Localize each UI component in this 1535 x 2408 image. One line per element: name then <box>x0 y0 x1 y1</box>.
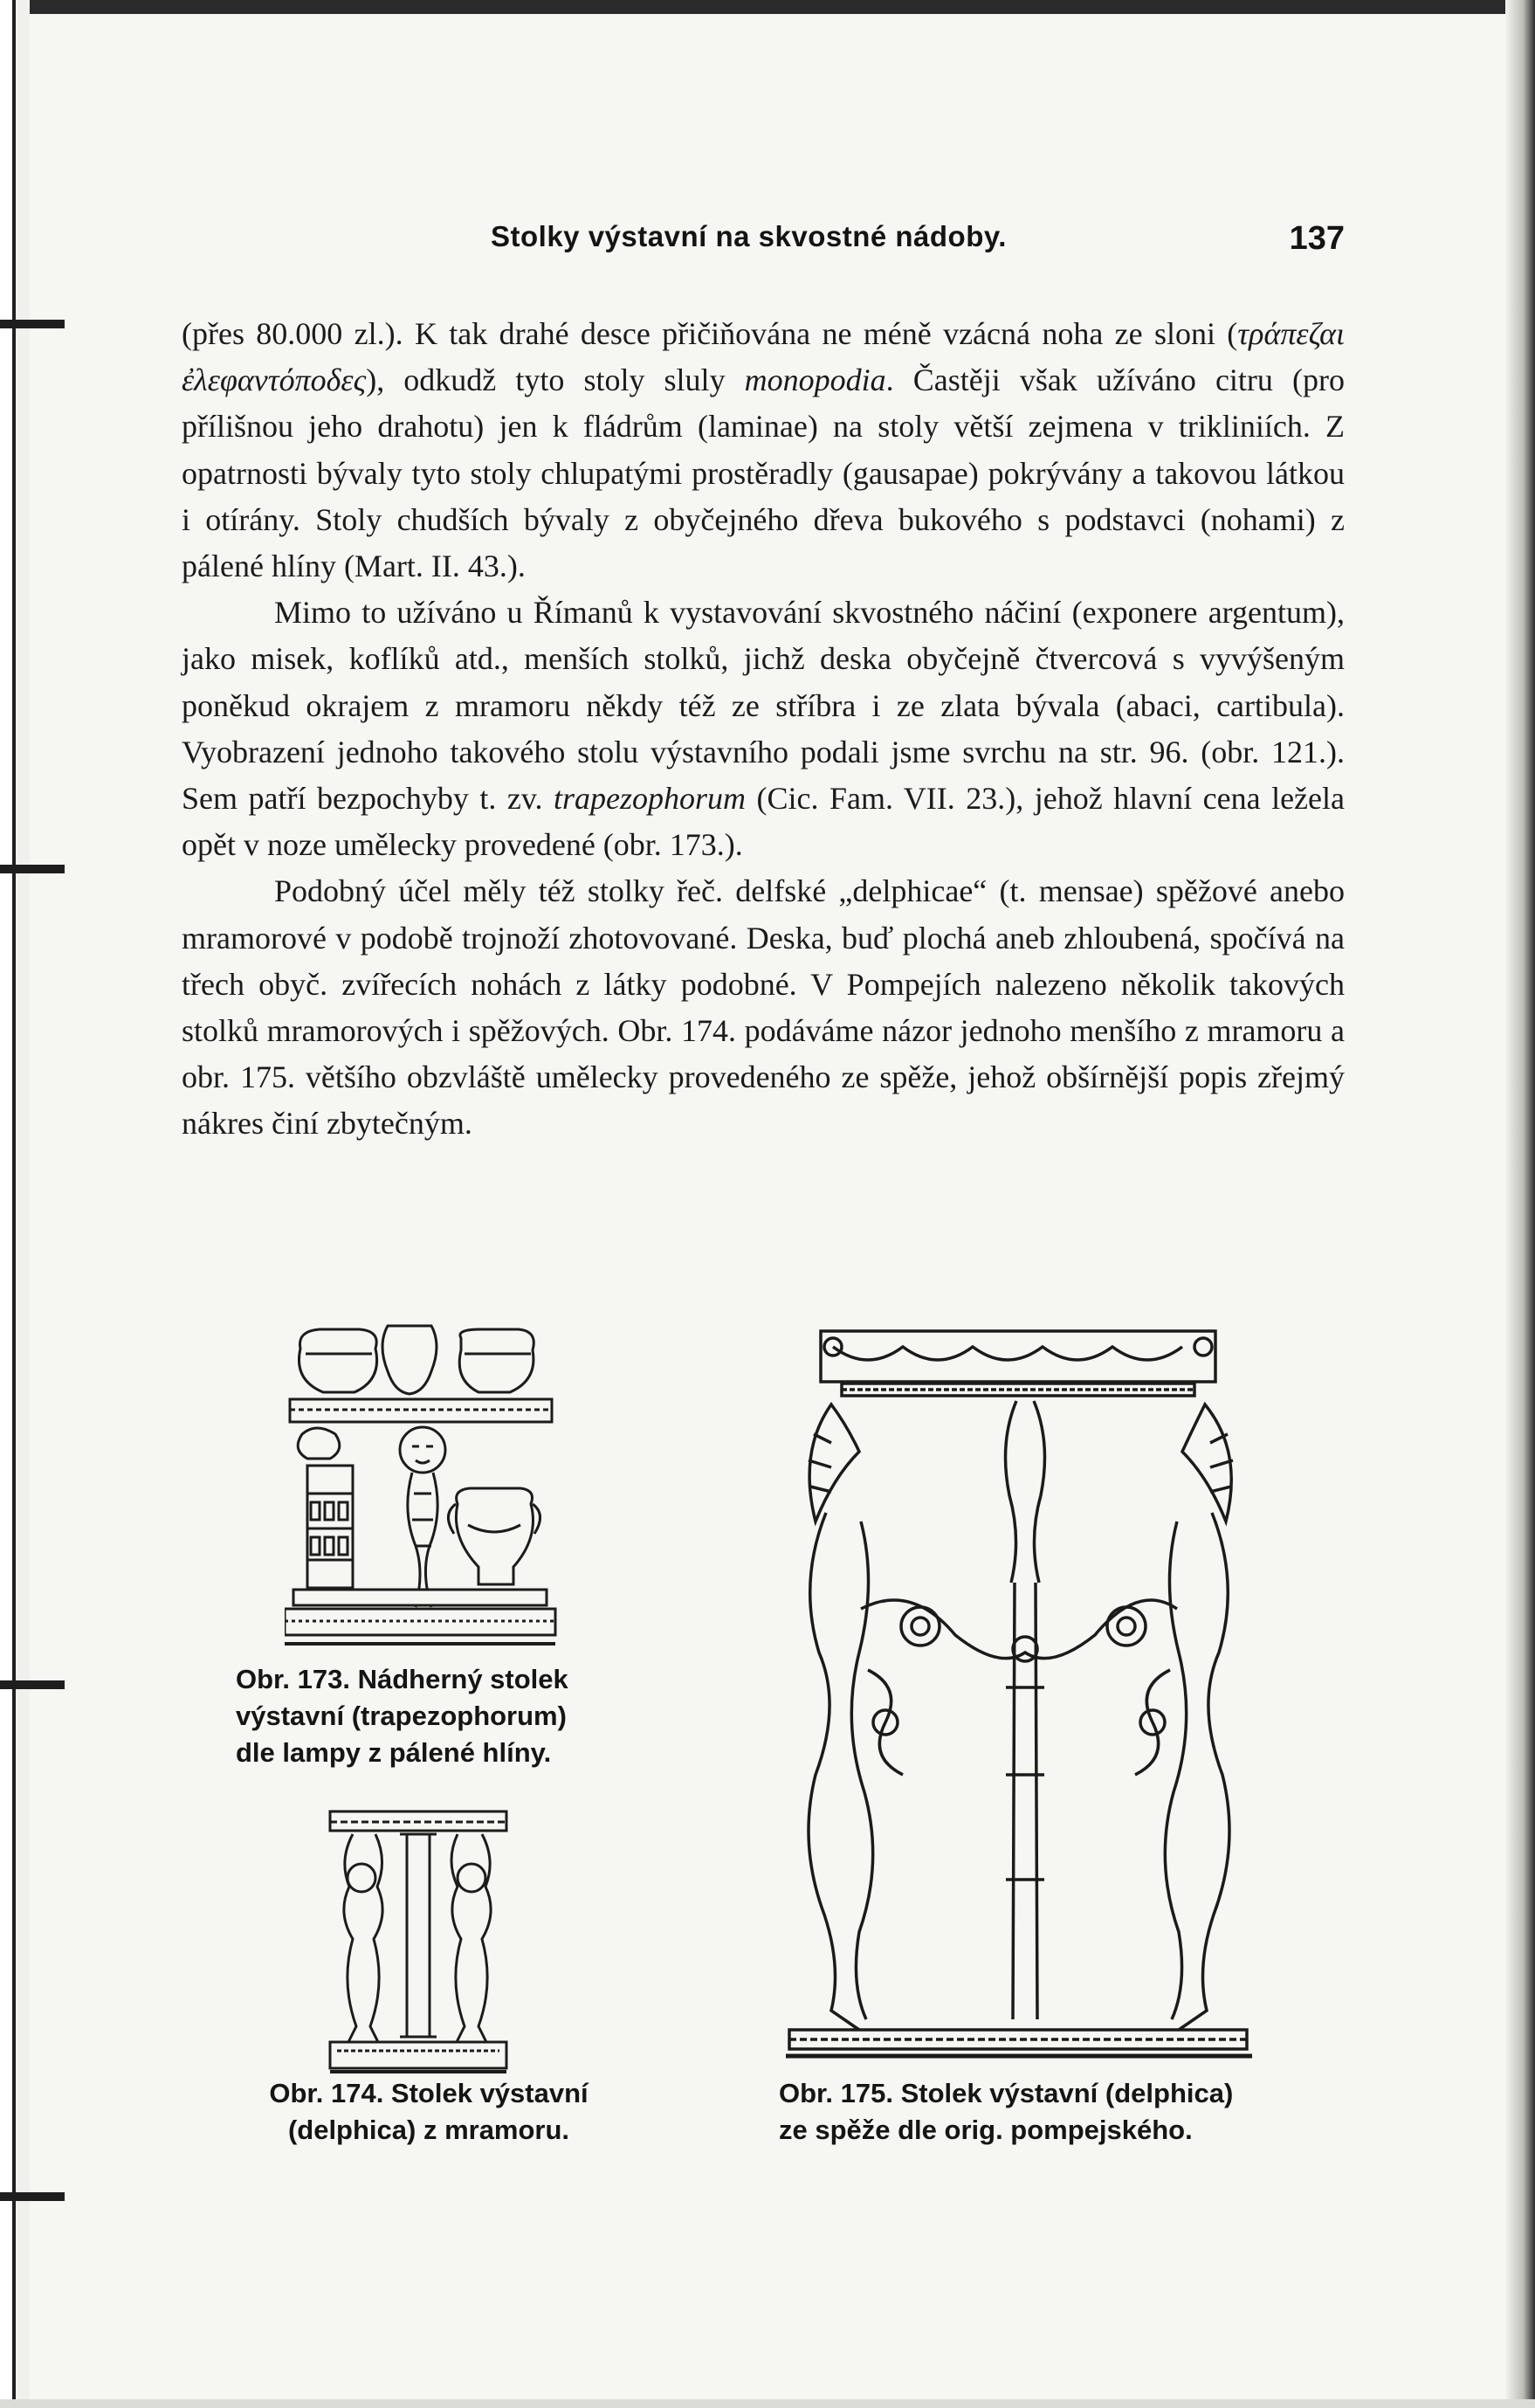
text-run: (Cic. Fam. VII. 23.), jehož hlavní cena ležela opět v noze umělecky provedené (obr. 173.). <box>182 781 1345 863</box>
text-run: . Častěji však užíváno citru (pro přílišnou jeho drahotu) jen k fládrům (laminae) na stoly větší zejmena v trikliniích. Z opatrnosti bývaly tyto stoly chlupatými prostěradly (gausapae) pokrývány a takovou látkou i otírány. Stoly chudších bývaly z obyčejného dřeva bukového s podstavci (nohami) z pálené hlíny (Mart. II. 43.). <box>182 362 1345 584</box>
figure-174-caption <box>241 2075 616 2149</box>
paragraph-1 <box>182 311 1345 590</box>
scan-edge-right <box>1505 0 1535 2408</box>
figure-175-caption <box>779 2075 1233 2149</box>
scan-edge-left <box>0 0 30 2408</box>
paragraph-3: Podobný účel měly též stolky řeč. delfské „delphicae“ (t. mensae) spěžové anebo mramorové v podobě trojnoží zhotovované. Deska, buď plochá aneb zhloubená, spočívá na třech obyč. zvířecích nohách z látky podobné. V Pompejích nalezeno několik takových stolků mramorových i spěžových. Obr. 174. podáváme názor jednoho menšího z mramoru a obr. 175. většího obzvláště umělecky provedeného ze spěže, jehož obšírnější popis zřejmý nákres činí zbytečným. <box>182 873 1345 1142</box>
margin-tab-mark <box>0 2192 65 2201</box>
scan-edge-bottom <box>0 2399 1535 2408</box>
caption-line: (delphica) z mramoru. <box>287 2115 570 2145</box>
figure-173-caption <box>236 1661 568 1771</box>
running-title: Stolky výstavní na skvostné nádoby. <box>491 220 1007 252</box>
figure-173-illustration <box>285 1319 562 1651</box>
page-number: 137 <box>1289 220 1345 257</box>
margin-tab-mark <box>0 320 65 328</box>
text-run: (přes 80.000 zl.). K tak drahé desce přičiňována ne méně vzácná noha ze sloni ( <box>182 316 1238 351</box>
paragraph-2 <box>182 590 1345 868</box>
figure-175-illustration <box>781 1321 1270 2073</box>
caption-line: Obr. 174. Stolek výstavní <box>269 2078 589 2108</box>
body-text <box>182 311 1345 1148</box>
margin-tab-mark <box>0 1680 65 1689</box>
greek-term: τράπεζαι ἐλεφαντόποδες <box>182 316 1345 398</box>
caption-line: výstavní (trapezophorum) <box>236 1701 567 1731</box>
caption-line: ze spěže dle orig. pompejského. <box>779 2115 1193 2145</box>
italic-term: monopodia <box>744 362 886 398</box>
running-head <box>183 220 1345 264</box>
caption-line: Obr. 173. Nádherný stolek <box>236 1664 568 1694</box>
caption-line: dle lampy z pálené hlíny. <box>236 1737 552 1768</box>
text-run: Mimo to užíváno u Římanů k vystavování skvostného náčiní (exponere argentum), jako misek, koflíků atd., menších stolků, jichž deska obyčejně čtvercová s vyvýšeným poněkud okrajem z mramoru někdy též ze stříbra i ze zlata bývala (abaci, cartibula). Vyobrazení jednoho takového stolu výstavního podali jsme svrchu na str. 96. (obr. 121.). Sem patří bezpochyby t. zv. <box>182 595 1345 817</box>
caption-line: Obr. 175. Stolek výstavní (delphica) <box>779 2078 1234 2108</box>
margin-tab-mark <box>0 865 65 873</box>
scan-edge-top <box>0 0 1535 14</box>
figure-174-illustration <box>327 1808 510 2075</box>
text-run: ), odkudž tyto stoly sluly <box>366 362 745 398</box>
italic-term: trapezophorum <box>554 781 747 817</box>
